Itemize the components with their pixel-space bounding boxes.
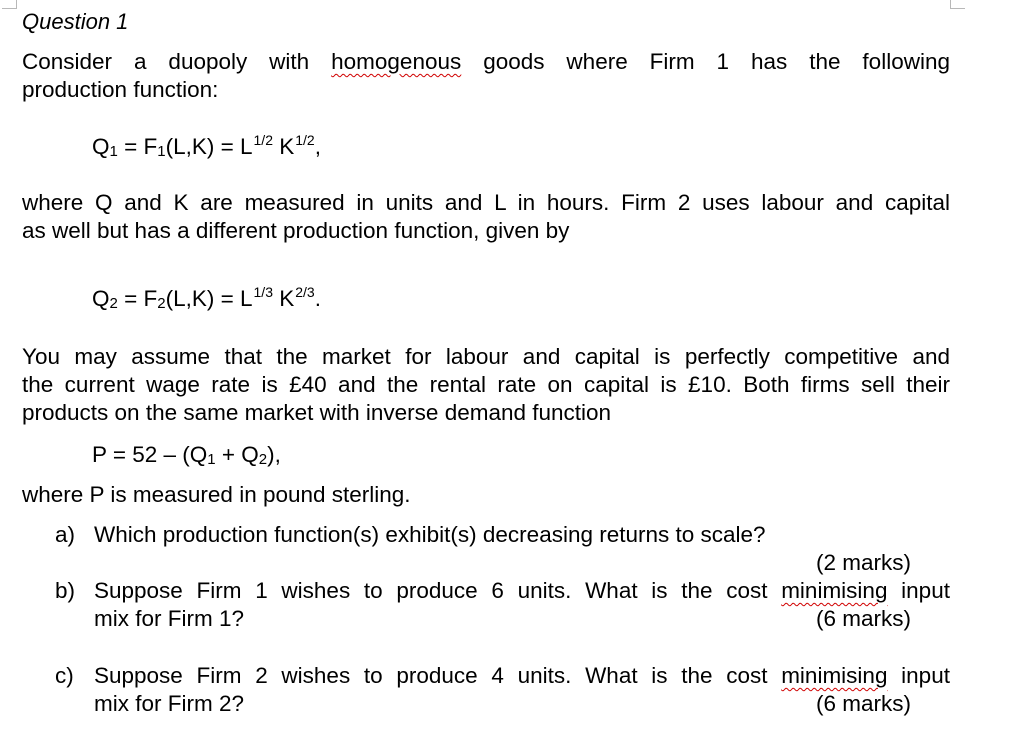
inverse-demand-function: [92, 442, 281, 468]
para2-line-1: where Q and K are measured in units and L in hours. Firm 2 uses labour and capital: [22, 190, 950, 215]
para2-line-2: as well but has a different production function, given by: [22, 218, 570, 243]
para3-line-2: the current wage rate is £40 and the rental rate on capital is £10. Both firms sell their: [22, 372, 950, 397]
eq-exponent: 1/2: [253, 132, 273, 148]
intro-line-2: production function:: [22, 77, 219, 102]
question-c-line-2: mix for Firm 2?: [94, 691, 245, 716]
question-a-text: Which production function(s) exhibit(s) decreasing returns to scale?: [94, 522, 766, 547]
eq-subscript: 1: [207, 451, 216, 468]
question-title: Question 1: [22, 9, 129, 34]
eq-symbol: = F: [117, 134, 158, 159]
eq-symbol: (L,K) = L: [165, 286, 253, 311]
question-c-line-1: [94, 663, 950, 689]
eq-subscript: 2: [157, 295, 166, 312]
question-b-line-1: [94, 578, 950, 604]
question-b-marks: (6 marks): [816, 606, 911, 631]
question-b-label: b): [55, 578, 76, 603]
question-c-text: input: [901, 663, 950, 688]
para3-line-3: products on the same market with inverse demand function: [22, 400, 612, 425]
production-function-firm-1: [92, 134, 321, 160]
question-b-text: input: [901, 578, 950, 603]
eq-symbol: K: [272, 286, 295, 311]
eq-exponent: 1/3: [253, 284, 273, 300]
eq-symbol: + Q: [215, 442, 259, 467]
eq-symbol: K: [272, 134, 295, 159]
question-a-label: a): [55, 522, 76, 547]
eq-subscript: 1: [109, 143, 118, 160]
question-c-marks: (6 marks): [816, 691, 911, 716]
eq-symbol: Q: [92, 134, 110, 159]
intro-text: Consider a duopoly with: [22, 49, 310, 74]
question-c-text: Suppose Firm 2 wishes to produce 4 units. What is the cost: [94, 663, 768, 688]
intro-line-1: [22, 49, 950, 75]
page-corner-mark-right: [950, 0, 965, 9]
eq-symbol: = F: [117, 286, 158, 311]
question-a-marks: (2 marks): [816, 550, 911, 575]
eq-symbol: ),: [267, 442, 281, 467]
eq-symbol: (L,K) = L: [165, 134, 253, 159]
intro-text: goods where Firm 1 has the following: [483, 49, 950, 74]
para3-line-1: You may assume that the market for labour and capital is perfectly competitive and: [22, 344, 950, 369]
para4: where P is measured in pound sterling.: [22, 482, 411, 507]
eq-symbol: .: [314, 286, 321, 311]
eq-subscript: 2: [258, 451, 268, 468]
eq-symbol: P = 52 – (Q: [92, 442, 208, 467]
eq-exponent: 2/3: [295, 284, 315, 300]
eq-symbol: Q: [92, 286, 110, 311]
eq-symbol: ,: [314, 134, 321, 159]
page-corner-mark-left: [2, 0, 17, 9]
question-b-line-2: mix for Firm 1?: [94, 606, 245, 631]
spellcheck-word: minimising: [781, 578, 888, 603]
spellcheck-word: homogenous: [331, 49, 462, 74]
question-b-text: Suppose Firm 1 wishes to produce 6 units. What is the cost: [94, 578, 768, 603]
eq-subscript: 2: [109, 295, 118, 312]
eq-exponent: 1/2: [295, 132, 315, 148]
production-function-firm-2: [92, 286, 321, 312]
question-c-label: c): [55, 663, 74, 688]
spellcheck-word: minimising: [781, 663, 888, 688]
eq-subscript: 1: [157, 143, 166, 160]
